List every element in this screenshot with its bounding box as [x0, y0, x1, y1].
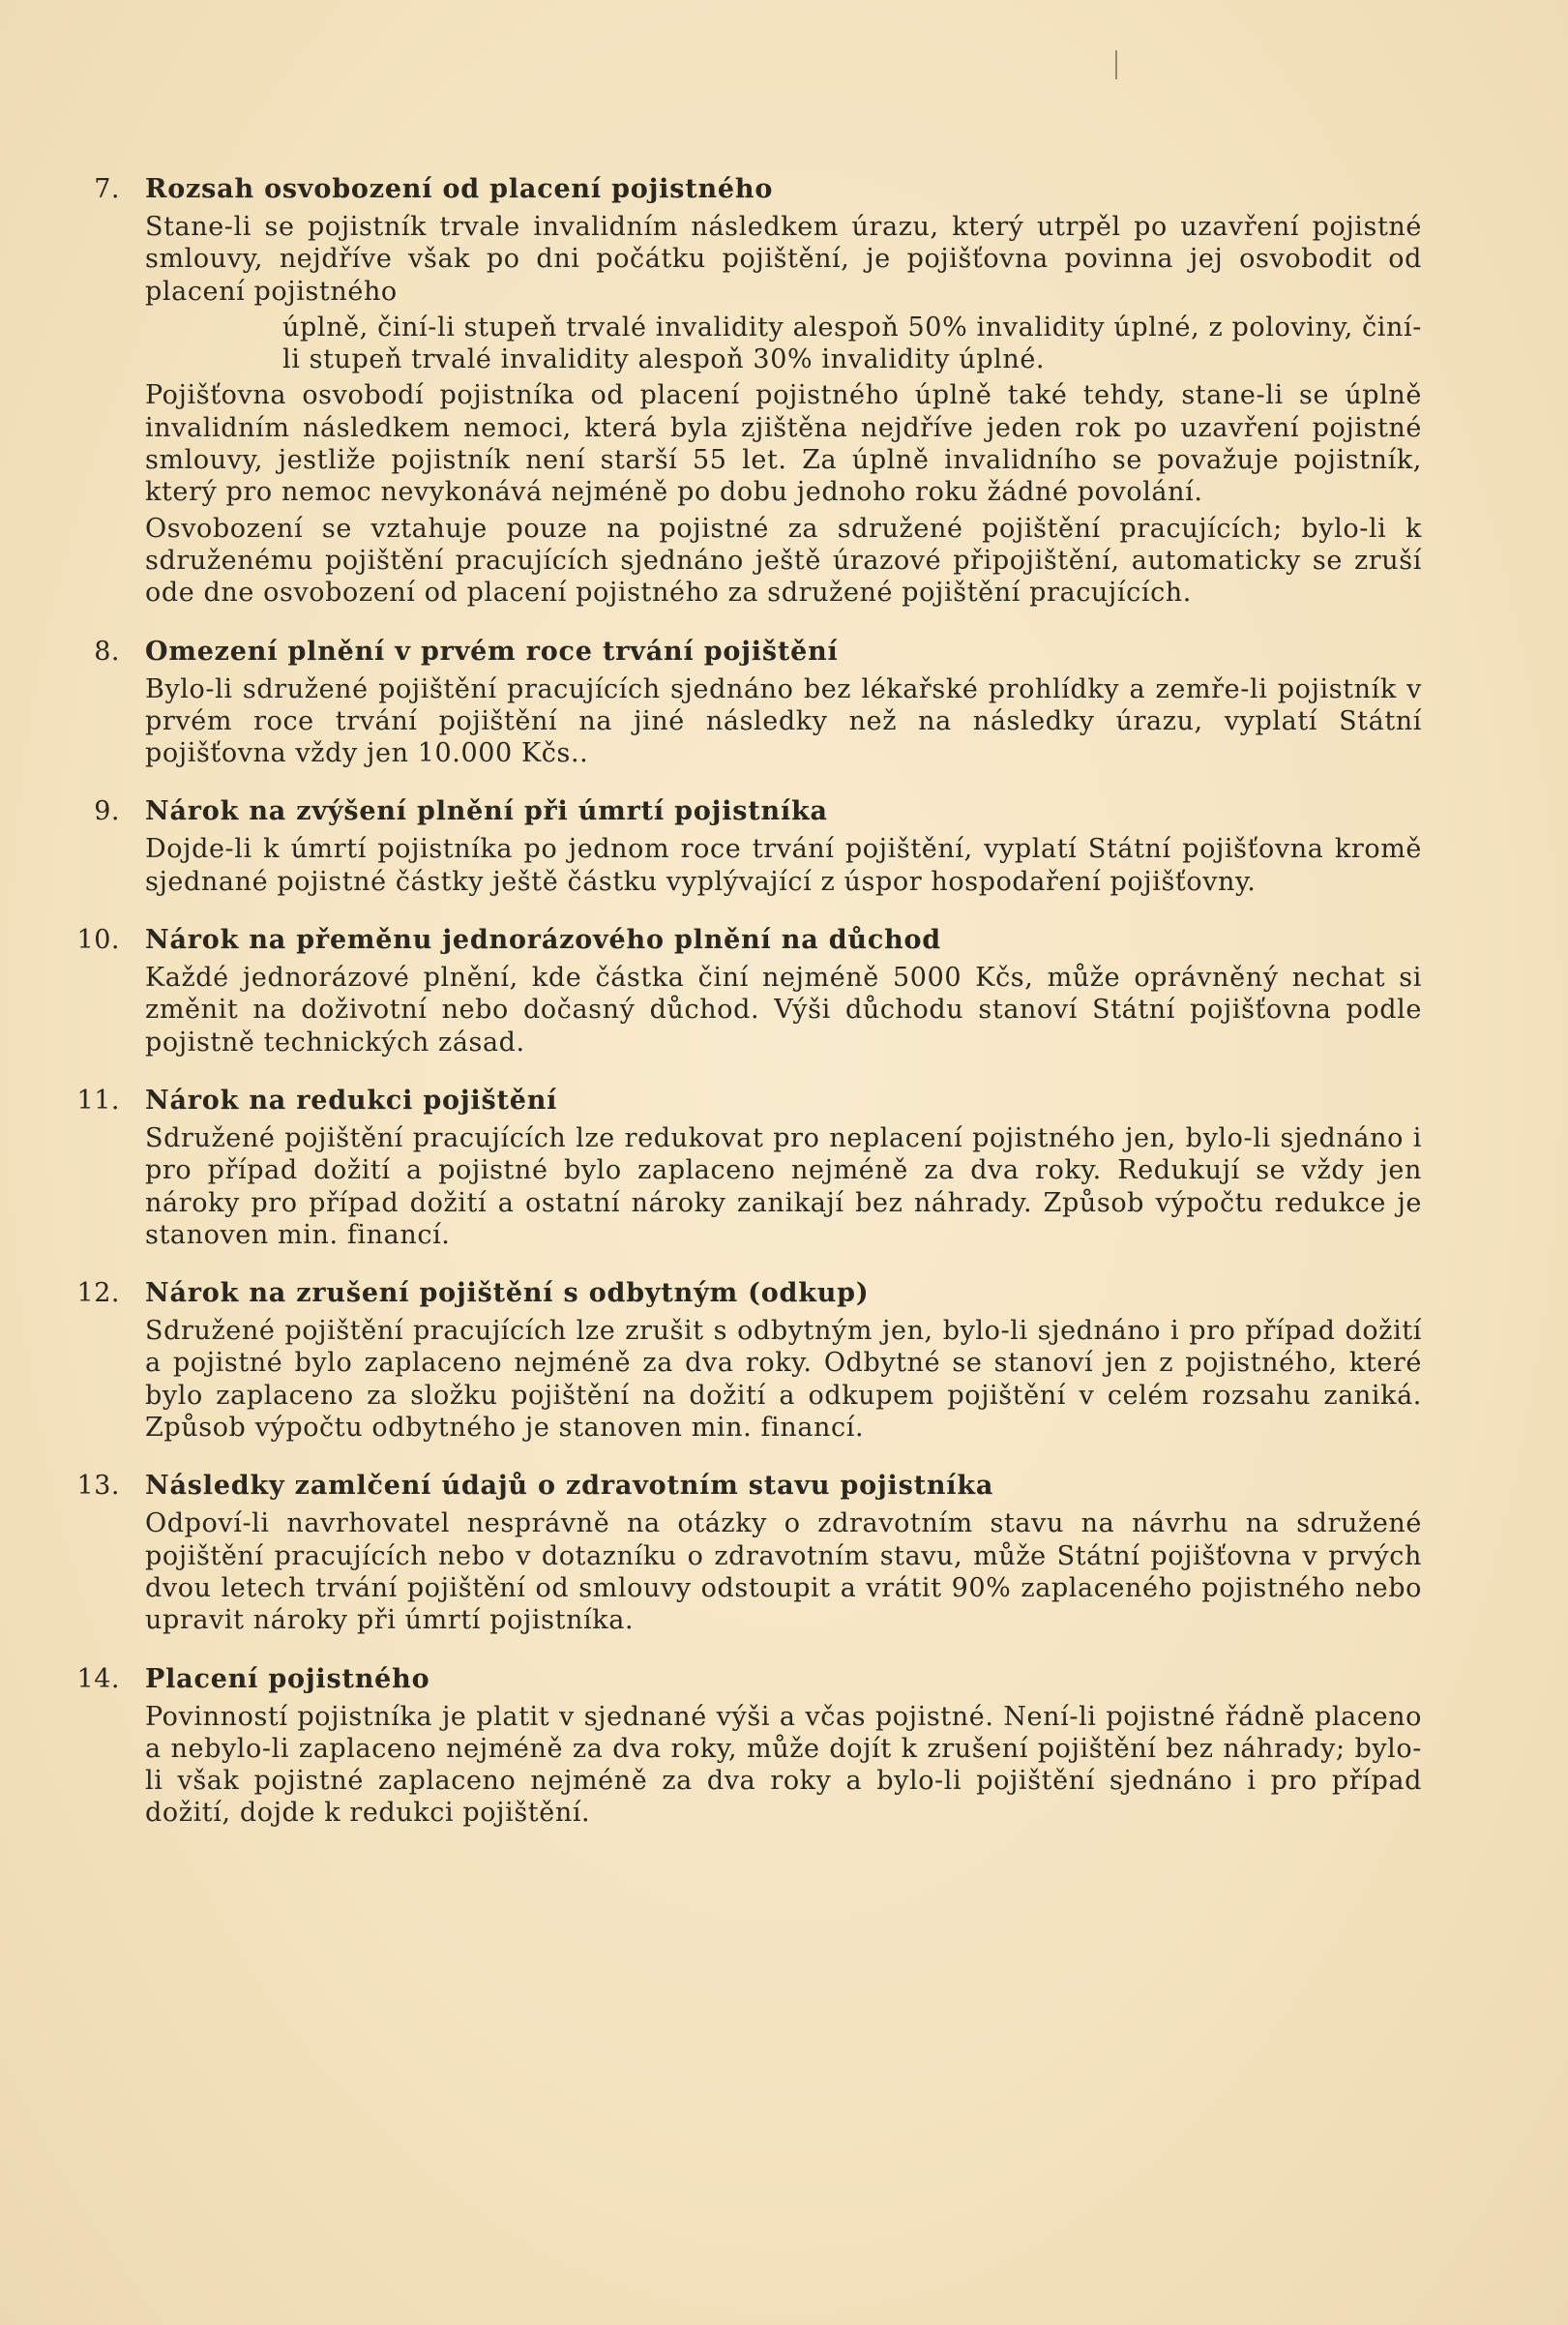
section-number: 14.: [76, 1663, 120, 1694]
paragraph: Osvobození se vztahuje pouze na pojistné za sdružené pojištění pracujících; bylo-li k sdruženému pojištění pracujících sjednáno ještě úrazové připojištění, automaticky se zruší ode dne osvobození od placení pojistného za sdružené pojištění pracujících.: [145, 513, 1422, 609]
section-number: 13.: [76, 1471, 120, 1502]
section-number: 12.: [76, 1278, 120, 1309]
document-body: [76, 172, 1422, 1855]
section-heading: Nárok na zrušení pojištění s odbytným (odkup): [145, 1278, 870, 1309]
section-9: [94, 794, 1422, 898]
section-7: [94, 172, 1422, 610]
section-heading: Rozsah osvobození od placení pojistného: [145, 174, 774, 204]
paragraph: Dojde-li k úmrtí pojistníka po jednom roce trvání pojištění, vyplatí Státní pojišťovna kromě sjednané pojistné částky ještě částku vyplývající z úspor hospodaření pojišťovny.: [145, 834, 1422, 897]
section-heading: Nárok na redukci pojištění: [145, 1085, 558, 1116]
paragraph: Bylo-li sdružené pojištění pracujících sjednáno bez lékařské prohlídky a zemře-li pojistník v prvém roce trvání pojištění na jiné následky než na následky úrazu, vyplatí Státní pojišťovna vždy jen 10.000 Kčs..: [145, 673, 1422, 769]
section-number: 10.: [76, 925, 120, 956]
section-heading: Omezení plnění v prvém roce trvání pojištění: [145, 636, 839, 667]
section-8: [94, 635, 1422, 770]
paragraph: Povinností pojistníka je platit v sjednané výši a včas pojistné. Není-li pojistné řádně placeno a nebylo-li zaplaceno nejméně za dva roky, může dojít k zrušení pojištění bez náhrady; bylo-li však pojistné zaplaceno nejméně za dva roky a bylo-li pojištění sjednáno i pro případ dožití, dojde k redukci pojištění.: [145, 1701, 1422, 1829]
section-11: [76, 1084, 1422, 1251]
paragraph: Odpoví-li navrhovatel nesprávně na otázky o zdravotním stavu na návrhu na sdružené pojištění pracujících nebo v dotazníku o zdravotním stavu, může Státní pojišťovna v prvých dvou letech trvání pojištění od smlouvy odstoupit a vrátit 90% zaplaceného pojistného nebo upravit nároky při úmrtí pojistníka.: [145, 1508, 1422, 1636]
section-heading: Následky zamlčení údajů o zdravotním stavu pojistníka: [145, 1471, 994, 1502]
paragraph: Sdružené pojištění pracujících lze redukovat pro neplacení pojistného jen, bylo-li sjednáno i pro případ dožití a pojistné bylo zaplaceno nejméně za dva roky. Redukují se vždy jen nároky pro případ dožití a ostatní nároky zanikají bez náhrady. Způsob výpočtu redukce je stanoven min. financí.: [145, 1122, 1422, 1250]
section-number: 9.: [94, 796, 120, 827]
section-10: [76, 923, 1422, 1058]
section-number: 7.: [94, 174, 120, 204]
section-12: [76, 1276, 1422, 1444]
paragraph: Pojišťovna osvobodí pojistníka od placení pojistného úplně také tehdy, stane-li se úplně invalidním následkem nemoci, která byla zjištěna nejdříve jeden rok po uzavření pojistné smlouvy, jestliže pojistník není starší 55 let. Za úplně invalidního se považuje pojistník, který pro nemoc nevykonává nejméně po dobu jednoho roku žádné povolání.: [145, 380, 1422, 508]
paragraph: Stane-li se pojistník trvale invalidním následkem úrazu, který utrpěl po uzavření pojistné smlouvy, nejdříve však po dni počátku pojištění, je pojišťovna povinna jej osvobodit od placení pojistného: [145, 212, 1422, 307]
scan-mark: [1115, 50, 1117, 79]
section-heading: Nárok na přeměnu jednorázového plnění na důchod: [145, 925, 941, 956]
section-heading: Nárok na zvýšení plnění při úmrtí pojistníka: [145, 796, 828, 827]
section-number: 11.: [76, 1085, 120, 1116]
section-13: [76, 1469, 1422, 1636]
section-14: [76, 1662, 1422, 1830]
paragraph: Sdružené pojištění pracujících lze zrušit s odbytným jen, bylo-li sjednáno i pro případ dožití a pojistné bylo zaplaceno nejméně za dva roky. Odbytné se stanoví jen z pojistného, které bylo zaplaceno za složku pojištění na dožití a odkupem pojištění v celém rozsahu zaniká. Způsob výpočtu odbytného je stanoven min. financí.: [145, 1316, 1422, 1444]
paragraph: Každé jednorázové plnění, kde částka činí nejméně 5000 Kčs, může oprávněný nechat si změnit na doživotní nebo dočasný důchod. Výši důchodu stanoví Státní pojišťovna podle pojistně technických zásad.: [145, 963, 1422, 1058]
section-number: 8.: [94, 636, 120, 667]
section-heading: Placení pojistného: [145, 1663, 430, 1694]
indented-paragraph: úplně, činí-li stupeň trvalé invalidity alespoň 50% invalidity úplné, z poloviny, činí-li stupeň trvalé invalidity alespoň 30% invalidity úplné.: [282, 312, 1422, 375]
